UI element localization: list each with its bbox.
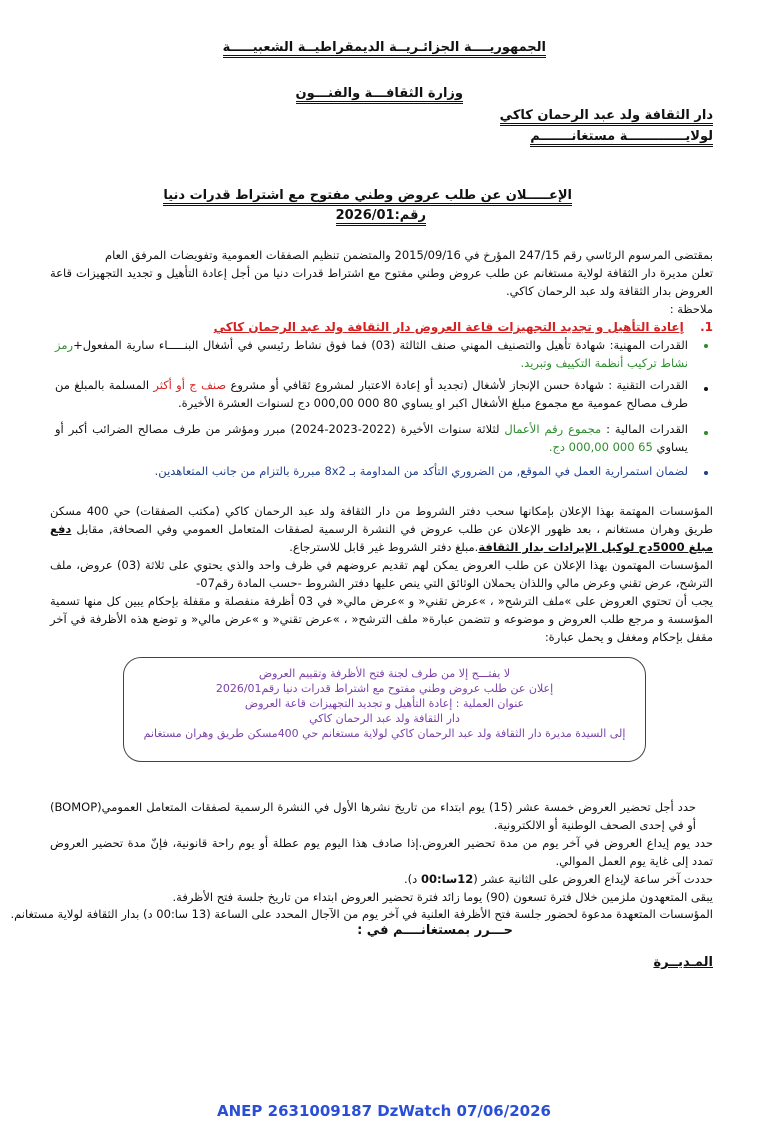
bullet-continuity: لضمان استمرارية العمل في الموقع, من الضروري التأكد من المداومة بـ 8x2 مبررة بالتزام من جانب المتعاهدين. [154, 464, 688, 478]
envelope-line-1: لا يفتـــح إلا من طرف لجنة فتح الأظرفة وتقييم العروض [258, 667, 511, 680]
body-paragraph-1-text: المؤسسات المهتمة بهذا الإعلان بإمكانها سحب دفتر الشروط من دار الثقافة ولد عبد الرحمان كاكي (مكتب الصفقات) حي 400 مسكن طريق وهران مستغانم ، بعد ظهور الإعلان عن طلب عروض في النشرة الرسمية لصفقات المتعامل العمومي وفي الصحافة, مقابل [50, 504, 713, 536]
closing-deposit-hour [404, 870, 713, 888]
house-name: دار الثقافة ولد عبد الرحمان كاكي [500, 108, 713, 126]
bullet-financial-text: القدرات المالية : [601, 422, 688, 436]
bullet-dot [704, 387, 708, 391]
footer-reference: ANEP 2631009187 DzWatch 07/06/2026 [217, 1102, 551, 1120]
body-paragraph-1-text-2: .مبلغ دفتر الشروط غير قابل للاسترجاع. [289, 540, 479, 554]
envelope-label-box [123, 657, 646, 762]
bullet-technical-red: صنف ج أو أكثر [153, 378, 227, 392]
closing-deadline: حدد أجل تحضير العروض خمسة عشر (15) يوم ابتداء من تاريخ نشرها الأول في النشرة الرسمية لصفقات المتعامل العمومي(BOMOP) أو في إحدى الصحف الوطنية أو الالكترونية. [50, 800, 697, 832]
bullet-dot [704, 471, 708, 475]
lot-title: إعادة التأهيل و تجديد التجهيزات قاعة العروض دار الثقافة ولد عبد الرحمان كاكي [213, 320, 684, 334]
announcement-title: الإعـــــلان عن طلب عروض وطني مفتوح مع اشتراط قدرات دنيا [163, 188, 572, 206]
bullet-financial [55, 420, 688, 456]
closing-deposit-hour-time: 12سا:00 [420, 872, 474, 886]
bullet-financial-text-2: لثلاثة سنوات الأخيرة (2022-2023-2024) مبرر ومؤشر من طرف مصالح الضرائب أكبر أو يساوي [55, 422, 688, 454]
closing-deposit-hour-text-2: د). [404, 872, 421, 886]
bullet-professional [55, 336, 688, 372]
bullet-technical [55, 376, 688, 412]
body-paragraph-1 [50, 502, 713, 556]
lot-heading [214, 318, 713, 336]
bullet-financial-green: مجموع رقم الأعمال [504, 422, 602, 436]
intro-decree: بمقتضى المرسوم الرئاسي رقم 247/15 المؤرخ في 2015/09/16 والمتضمن تنظيم الصفقات العمومية وتفويضات المرفق العام [105, 248, 713, 262]
republic-title: الجمهوريــــة الجزائـريــة الديمقراطيــة الشعبيـــــة [223, 40, 546, 58]
envelope-line-5: إلى السيدة مديرة دار الثقافة ولد عبد الرحمان كاكي لولاية مستغانم حي 400مسكن طريق وهران مستغانم [143, 727, 626, 740]
intro-text: تعلن مديرة دار الثقافة لولاية مستغانم عن طلب عروض وطني مفتوح مع اشتراط قدرات دنيا من أجل إعادة التأهيل و تجديد التجهيزات قاعة العروض بدار الثقافة ولد عبد الرحمان كاكي. [50, 266, 713, 298]
bullet-professional-text: القدرات المهنية: شهادة تأهيل والتصنيف المهني صنف الثالثة (03) فما فوق نشاط رئيسي في أشغال البنـــــاء سارية المفعول+ [73, 338, 688, 352]
done-at: حـــرر بمستغانــــم في : [357, 923, 513, 938]
note-label: ملاحظة : [669, 302, 713, 316]
closing-deposit-hour-text: حددت آخر ساعة لإيداع العروض على الثانية عشر ( [473, 872, 713, 886]
envelope-line-4: دار الثقافة ولد عبد الرحمان كاكي [309, 712, 460, 725]
wilaya-name: لولايـــــــــــــة مستغانـــــــم [530, 129, 713, 147]
body-paragraph-3: يجب أن تحتوي العروض على »ملف الترشح« ، »عرض تقني« و »عرض مالي« في 03 أظرفة منفصلة و مقفلة بإحكام يبين كل منها تسمية المؤسسة و مرجع طلب العروض و موضوعه و تتضمن عبارة« ملف الترشح« ، »عرض تقني« و »عرض مالي« و توضع هذه الأظرفة في آخر مقفل بإحكام ومغفل و يحمل عبارة: [50, 594, 713, 644]
closing-opening-session: المؤسسات المتعهدة مدعوة لحضور جلسة فتح الأظرفة العلنية في آخر يوم من الآجال المحدد على الساعة (13 سا:00 د) بدار الثقافة لولاية مستغانم. [10, 907, 713, 921]
announcement-number: رقم:2026/01 [336, 208, 426, 226]
bullet-financial-amount: 65 000 000,00 دج. [548, 440, 653, 454]
bullet-dot [704, 344, 708, 348]
bullet-professional-green: رمز نشاط تركيب أنظمة التكييف وتبريد. [55, 338, 688, 370]
bullet-technical-text-2: المسلمة بالمبلغ من طرف مصالح عمومية مع مجموع مبلغ الأشغال اكبر او يساوي 80 000 000,00 دج لسنوات العشرة الأخيرة. [55, 378, 688, 410]
lot-number: 1. [700, 320, 713, 334]
body-paragraph-2: المؤسسات المهتمون بهذا الإعلان عن طلب العروض يمكن لهم تقديم عروضهم في ظرف واحد والذي يحتوي على ثلاثة (03) عروض، ملف الترشح، عرض تقني وعرض مالي واللذان يحملان الوثائق التي ينص عليها دفتر الشروط -حسب المادة رقم07- [50, 558, 714, 590]
director-signature: المـديــرة [653, 955, 713, 970]
closing-validity: يبقى المتعهدون ملزمين خلال فترة تسعون (90) يوما زائد فترة تحضير العروض ابتداء من تاريخ جلسة فتح الأظرفة. [172, 890, 713, 904]
envelope-line-2: إعلان عن طلب عروض وطني مفتوح مع اشتراط قدرات دنيا رقم2026/01 [215, 682, 554, 695]
bullet-dot [704, 431, 708, 435]
body-paragraph-1-fee: دفع مبلغ 5000دج لوكيل الإيرادات بدار الثقافة [50, 522, 713, 554]
envelope-line-3: عنوان العملية : إعادة التأهيل و تجديد التجهيزات قاعة العروض [244, 697, 525, 710]
closing-deposit-day: حدد يوم إيداع العروض في آخر يوم من مدة تحضير العروض.إذا صادف هذا اليوم يوم عطلة أو يوم راحة قانونية، فإنّ مدة تحضير العروض تمدد إلى غاية يوم العمل الموالي. [50, 836, 713, 868]
bullet-technical-text: القدرات التقنية : شهادة حسن الإنجاز لأشغال (تجديد أو إعادة الاعتبار لمشروع ثقافي أو مشروع [226, 378, 688, 392]
ministry-title: وزارة الثقافـــة والفنـــون [296, 86, 464, 104]
